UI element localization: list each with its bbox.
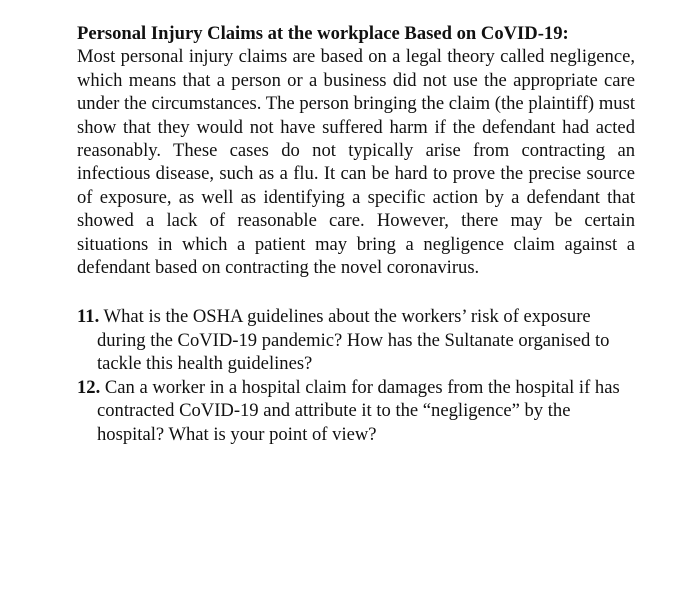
question-item	[77, 376, 633, 446]
section-heading: Personal Injury Claims at the workplace Based on CoVID-19:	[77, 23, 569, 44]
question-text: What is the OSHA guidelines about the workers’ risk of exposure during the CoVID-19 pandemic? How has the Sultanate organised to tackle this health guidelines?	[97, 306, 610, 375]
intro-paragraph	[77, 22, 635, 279]
document-page	[77, 22, 635, 446]
question-text: Can a worker in a hospital claim for damages from the hospital if has contracted CoVID-19 and attribute it to the “negligence” by the hospital? What is your point of view?	[97, 376, 620, 445]
question-item	[77, 305, 633, 375]
question-number: 11.	[77, 306, 100, 328]
intro-body-text: Most personal injury claims are based on a legal theory called negligence, which means that a person or a business did not use the appropriate care under the circumstances. The person bringing the claim (the plaintiff) must show that they would not have suffered harm if the defendant had acted reasonably. These cases do not typically arise from contracting an infectious disease, such as a flu. It can be hard to prove the precise source of exposure, as well as identifying a specific action by a defendant that showed a lack of reasonable care. However, there may be certain situations in which a patient may bring a negligence claim against a defendant based on contracting the novel coronavirus.	[77, 46, 635, 279]
question-list	[77, 305, 633, 445]
question-number: 12.	[77, 376, 101, 398]
